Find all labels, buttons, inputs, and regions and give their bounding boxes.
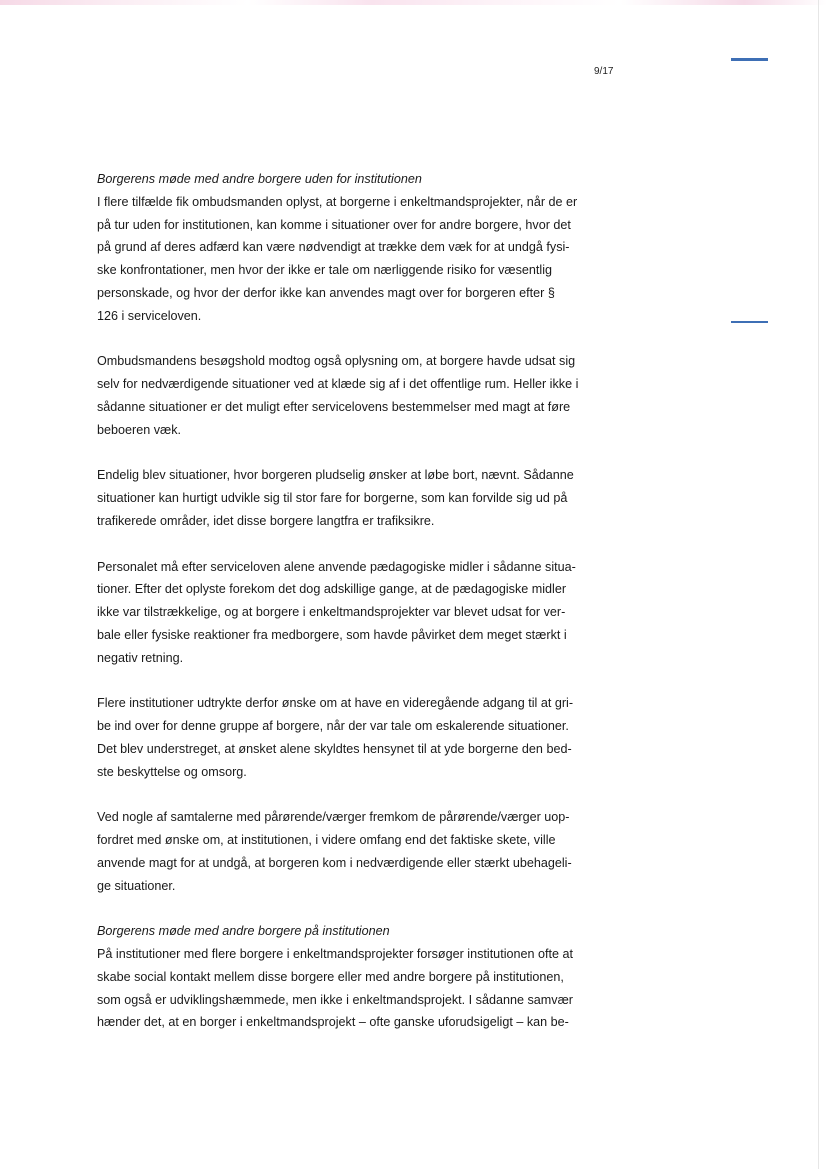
text-line: Endelig blev situationer, hvor borgeren pludselig ønsker at løbe bort, nævnt. Sådanne <box>97 468 574 483</box>
document-body <box>97 168 603 1034</box>
text-line: bale eller fysiske reaktioner fra medborgere, som havde påvirket dem meget stærkt i <box>97 627 567 642</box>
paragraph <box>97 191 603 328</box>
text-line: Ved nogle af samtalerne med pårørende/værger fremkom de pårørende/værger uop- <box>97 810 570 825</box>
text-line: ge situationer. <box>97 878 176 893</box>
text-line: hænder det, at en borger i enkeltmandsprojekt – ofte ganske uforudsigeligt – kan be- <box>97 1015 569 1030</box>
text-line: på tur uden for institutionen, kan komme i situationer over for andre borgere, hvor det <box>97 217 571 232</box>
scan-right-edge <box>818 0 819 1169</box>
text-line: Ombudsmandens besøgshold modtog også oplysning om, at borgere havde udsat sig <box>97 354 576 369</box>
text-line: på grund af deres adfærd kan være nødvendigt at trække dem væk for at undgå fysi- <box>97 240 570 255</box>
text-line: negativ retning. <box>97 650 184 665</box>
text-line: selv for nedværdigende situationer ved at klæde sig af i det offentlige rum. Heller ikke i <box>97 377 579 392</box>
text-line: be ind over for denne gruppe af borgere, når der var tale om eskalerende situationer. <box>97 719 569 734</box>
text-line: anvende magt for at undgå, at borgeren kom i nedværdigende eller stærkt ubehageli- <box>97 855 572 870</box>
text-line: 126 i serviceloven. <box>97 308 202 323</box>
text-line: ske konfrontationer, men hvor der ikke er tale om nærliggende risiko for væsentlig <box>97 263 552 278</box>
scan-top-edge <box>0 0 827 5</box>
paragraph <box>97 556 603 670</box>
section-heading: Borgerens møde med andre borgere uden for institutionen <box>97 172 422 186</box>
paragraph <box>97 943 603 1034</box>
section-heading: Borgerens møde med andre borgere på institutionen <box>97 924 390 939</box>
text-line: situationer kan hurtigt udvikle sig til stor fare for borgerne, som kan forvilde sig ud på <box>97 491 568 506</box>
text-line: På institutioner med flere borgere i enkeltmandsprojekter forsøger institutionen ofte at <box>97 947 574 962</box>
text-line: sådanne situationer er det muligt efter servicelovens bestemmelser med magt at føre <box>97 399 571 414</box>
text-line: ikke var tilstrækkelige, og at borgere i enkeltmandsprojekter var blevet udsat for ver- <box>97 605 566 620</box>
text-line: trafikerede områder, idet disse borgere langtfra er trafiksikre. <box>97 513 435 528</box>
paragraph <box>97 692 603 783</box>
text-line: Personalet må efter serviceloven alene anvende pædagogiske midler i sådanne situa- <box>97 559 576 574</box>
text-line: ste beskyttelse og omsorg. <box>97 764 247 779</box>
text-line: fordret med ønske om, at institutionen, i videre omfang end det faktiske skete, ville <box>97 833 556 848</box>
text-line: Det blev understreget, at ønsket alene skyldtes hensynet til at yde borgerne den bed- <box>97 741 572 756</box>
paragraph <box>97 350 603 441</box>
text-line: Flere institutioner udtrykte derfor ønske om at have en videregående adgang til at gri- <box>97 696 574 711</box>
margin-mark-middle <box>731 321 768 323</box>
text-line: som også er udviklingshæmmede, men ikke i enkeltmandsprojekt. I sådanne samvær <box>97 992 573 1007</box>
paragraph <box>97 464 603 532</box>
text-line: tioner. Efter det oplyste forekom det dog adskillige gange, at de pædagogiske midler <box>97 582 567 597</box>
text-line: personskade, og hvor der derfor ikke kan anvendes magt over for borgeren efter § <box>97 285 555 300</box>
margin-mark-top <box>731 58 768 61</box>
text-line: I flere tilfælde fik ombudsmanden oplyst, at borgerne i enkeltmandsprojekter, når de er <box>97 194 578 209</box>
paragraph <box>97 806 603 897</box>
page-number: 9/17 <box>594 66 614 77</box>
text-line: skabe social kontakt mellem disse borgere eller med andre borgere på institutionen, <box>97 969 564 984</box>
text-line: beboeren væk. <box>97 422 182 437</box>
